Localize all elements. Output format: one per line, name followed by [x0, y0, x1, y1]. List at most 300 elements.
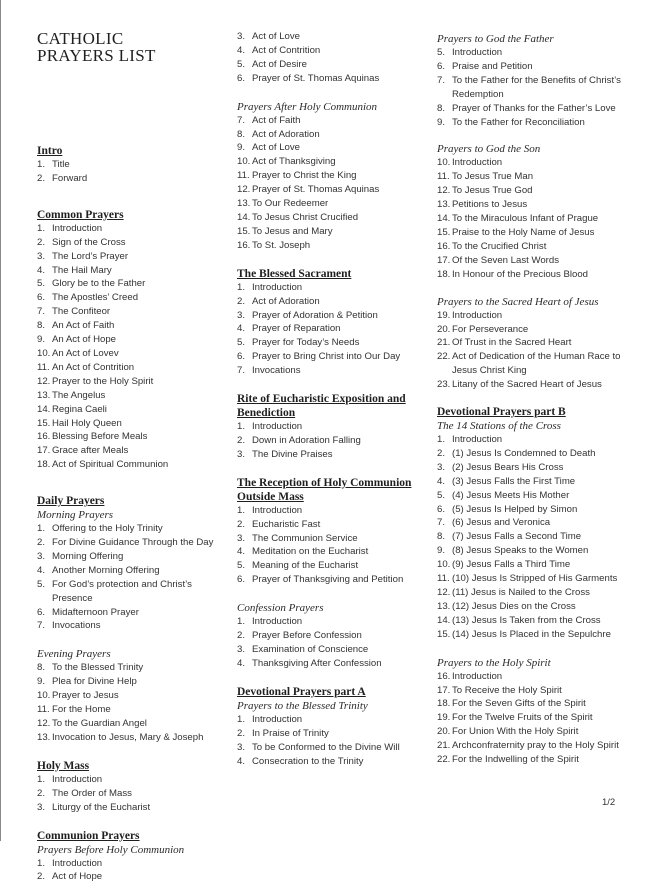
list-item — [237, 169, 427, 183]
item-label: Introduction — [252, 421, 303, 433]
item-label: Introduction — [452, 434, 503, 446]
item-label: Act of Contrition — [252, 44, 321, 56]
item-label: Act of Thanksgiving — [252, 156, 336, 168]
item-label: To St. Joseph — [252, 239, 311, 251]
item-number: 17. — [37, 445, 51, 457]
list-item — [437, 323, 647, 337]
item-label: The Order of Mass — [52, 787, 132, 799]
column-2 — [237, 0, 427, 768]
item-label: (13) Jesus Is Taken from the Cross — [452, 614, 601, 626]
item-number: 12. — [437, 185, 451, 197]
item-number: 14. — [37, 403, 51, 415]
item-number: 10. — [237, 156, 251, 168]
item-label: Eucharistic Fast — [252, 518, 321, 530]
item-number: 14. — [437, 213, 451, 225]
item-number: 6. — [237, 574, 246, 586]
list-item — [37, 403, 227, 417]
item-number: 13. — [237, 198, 251, 210]
item-label: For God’s protection and Christ’s Presence — [52, 578, 192, 604]
list-item — [437, 725, 647, 739]
item-label: Another Morning Offering — [52, 564, 160, 576]
item-number: 2. — [237, 630, 246, 642]
item-label: To the Crucified Christ — [452, 240, 547, 252]
title-line-2: PRAYERS LIST — [37, 46, 156, 65]
list-item — [237, 518, 427, 532]
list-item — [37, 717, 227, 731]
list-item — [37, 158, 227, 172]
item-number: 7. — [437, 517, 446, 529]
list-item — [237, 364, 427, 378]
list-item — [37, 606, 227, 620]
item-number: 20. — [437, 323, 451, 335]
item-number: 4. — [37, 264, 46, 276]
item-label: For the Home — [52, 704, 111, 716]
item-label: Prayer of Thanks for the Father’s Love — [452, 102, 616, 114]
item-number: 3. — [237, 532, 246, 544]
prayer-list — [237, 30, 427, 86]
item-label: The Divine Praises — [252, 448, 333, 460]
section-subheading: Prayers After Holy Communion — [237, 100, 378, 113]
list-item — [437, 475, 647, 489]
item-number: 1. — [37, 222, 46, 234]
list-item — [437, 614, 647, 628]
item-label: (11) Jesus is Nailed to the Cross — [452, 587, 590, 598]
list-item — [37, 870, 227, 884]
prayer-list — [37, 857, 227, 884]
section-subheading: Prayers to the Sacred Heart of Jesus — [437, 295, 599, 308]
list-item — [237, 420, 427, 434]
list-item — [237, 114, 427, 128]
item-number: 11. — [437, 573, 450, 585]
list-item — [437, 102, 647, 116]
item-number: 1. — [237, 421, 246, 433]
list-item — [237, 504, 427, 518]
item-number: 3. — [437, 461, 446, 473]
list-item — [437, 558, 647, 572]
list-item — [237, 322, 427, 336]
list-item — [237, 30, 427, 44]
item-number: 2. — [237, 295, 246, 307]
item-label: Forward — [52, 172, 88, 184]
item-number: 13. — [437, 199, 451, 211]
item-label: The Hail Mary — [52, 264, 112, 276]
section-the-blessed-sacrament — [237, 267, 427, 378]
item-label: Of Trust in the Sacred Heart — [452, 337, 572, 349]
item-number: 2. — [37, 236, 46, 248]
item-number: 16. — [437, 240, 451, 252]
item-label: Introduction — [452, 309, 503, 321]
item-number: 15. — [437, 628, 451, 640]
list-item — [37, 578, 227, 606]
list-item — [237, 559, 427, 573]
section-devotional-prayers-part-b — [437, 405, 647, 642]
section-heading: Common Prayers — [37, 208, 124, 221]
item-label: Thanksgiving After Confession — [252, 657, 382, 669]
list-item — [437, 739, 647, 753]
item-label: Prayer of Adoration & Petition — [252, 309, 378, 321]
list-item — [237, 197, 427, 211]
section-common-prayers — [37, 208, 227, 472]
item-number: 3. — [37, 250, 46, 262]
column-1-sections — [37, 144, 227, 884]
item-number: 2. — [437, 447, 446, 459]
item-label: The Confiteor — [52, 306, 111, 318]
prayer-list — [37, 222, 227, 472]
section-intro — [37, 144, 227, 186]
list-item — [437, 254, 647, 268]
item-number: 15. — [437, 226, 451, 238]
list-item — [37, 361, 227, 375]
item-label: Prayer of St. Thomas Aquinas — [252, 184, 380, 196]
item-number: 3. — [37, 550, 46, 562]
list-item — [437, 116, 647, 130]
item-label: Archconfraternity pray to the Holy Spirit — [452, 740, 619, 752]
item-label: (1) Jesus Is Condemned to Death — [452, 447, 596, 459]
item-number: 11. — [37, 361, 50, 373]
item-label: (9) Jesus Falls a Third Time — [452, 559, 571, 571]
section-heading: Communion Prayers — [37, 829, 140, 842]
section-subheading: Prayers to God the Son — [437, 143, 541, 156]
list-item — [437, 503, 647, 517]
item-number: 16. — [237, 239, 251, 251]
section-subheading: Morning Prayers — [37, 509, 114, 522]
list-item — [237, 225, 427, 239]
item-label: Introduction — [452, 47, 503, 58]
list-item — [237, 573, 427, 587]
list-item — [237, 755, 427, 769]
item-label: (7) Jesus Falls a Second Time — [452, 531, 582, 543]
item-label: Prayer to Jesus — [52, 690, 119, 702]
item-label: Meaning of the Eucharist — [252, 560, 359, 572]
section-holy-mass — [37, 759, 227, 815]
item-label: The Angelus — [52, 389, 106, 401]
item-number: 12. — [437, 587, 451, 598]
item-label: Blessing Before Meals — [52, 431, 148, 443]
column-2-sections — [237, 30, 427, 768]
list-item — [437, 336, 647, 350]
item-label: Prayer Before Confession — [252, 630, 362, 642]
section-devotional-prayers-part-a — [237, 685, 427, 769]
section-prayers-to-god-the-father — [437, 32, 647, 129]
item-number: 1. — [37, 773, 46, 785]
section-heading: Rite of Eucharistic Exposition and Benediction — [237, 393, 406, 420]
item-label: Introduction — [252, 616, 303, 628]
list-item — [37, 347, 227, 361]
list-item — [237, 741, 427, 755]
item-label: Liturgy of the Eucharist — [52, 801, 151, 813]
item-number: 9. — [37, 676, 46, 688]
list-item — [37, 522, 227, 536]
item-label: To Jesus and Mary — [252, 225, 333, 237]
item-label: Glory be to the Father — [52, 278, 146, 290]
list-item — [37, 458, 227, 472]
prayer-list — [37, 661, 227, 744]
prayer-list — [37, 522, 227, 633]
item-label: Sign of the Cross — [52, 236, 126, 248]
item-number: 2. — [237, 727, 246, 739]
item-label: Introduction — [52, 773, 103, 785]
list-item — [237, 44, 427, 58]
list-item — [237, 532, 427, 546]
item-number: 7. — [237, 365, 246, 377]
item-number: 15. — [37, 417, 51, 429]
item-label: (2) Jesus Bears His Cross — [452, 461, 564, 473]
list-item — [37, 305, 227, 319]
item-number: 1. — [437, 434, 446, 446]
item-label: To the Blessed Trinity — [52, 662, 144, 674]
list-item — [437, 156, 647, 170]
item-number: 3. — [237, 448, 246, 460]
list-item — [437, 198, 647, 212]
section-subheading: Prayers to the Blessed Trinity — [237, 699, 368, 712]
item-label: To the Miraculous Infant of Prague — [452, 213, 599, 225]
list-item — [37, 333, 227, 347]
item-number: 8. — [37, 662, 46, 674]
item-number: 1. — [37, 857, 46, 869]
list-item — [237, 643, 427, 657]
list-item — [237, 72, 427, 86]
item-label: Consecration to the Trinity — [252, 755, 364, 767]
item-number: 2. — [237, 518, 246, 530]
prayer-list — [237, 281, 427, 378]
prayer-list — [437, 670, 647, 767]
section-the-reception-of-holy-communion-outside-mass — [237, 476, 427, 587]
list-item — [237, 211, 427, 225]
item-label: To the Father for Reconciliation — [452, 116, 585, 128]
page-number: 1/2 — [602, 797, 616, 808]
list-item — [37, 619, 227, 633]
item-number: 3. — [237, 31, 246, 42]
section-subheading: Prayers to the Holy Spirit — [437, 656, 551, 669]
list-item — [437, 461, 647, 475]
prayer-list — [37, 158, 227, 186]
list-item — [37, 801, 227, 815]
list-item — [437, 753, 647, 767]
item-number: 11. — [37, 704, 50, 716]
item-label: Introduction — [252, 504, 303, 516]
item-number: 5. — [37, 578, 46, 590]
list-item — [437, 309, 647, 323]
list-item — [437, 697, 647, 711]
list-item — [437, 350, 647, 378]
item-number: 10. — [37, 690, 51, 702]
list-item — [37, 389, 227, 403]
item-label: Act of Adoration — [252, 128, 320, 140]
item-number: 3. — [37, 801, 46, 813]
item-label: (12) Jesus Dies on the Cross — [452, 600, 576, 612]
item-number: 2. — [37, 871, 46, 883]
prayer-list — [237, 420, 427, 462]
item-label: To Jesus Christ Crucified — [252, 211, 359, 223]
item-number: 12. — [237, 184, 251, 196]
section-subheading: Prayers Before Holy Communion — [37, 843, 185, 856]
item-label: To Receive the Holy Spirit — [452, 684, 562, 696]
item-label: Regina Caeli — [52, 403, 107, 415]
item-label: Act of Love — [252, 142, 300, 154]
section-confession-prayers — [237, 601, 427, 671]
item-number: 18. — [37, 459, 51, 471]
item-label: An Act of Faith — [52, 320, 115, 332]
list-item — [237, 295, 427, 309]
section-prayers-to-the-sacred-heart-of-jesus — [437, 295, 647, 392]
item-number: 6. — [37, 606, 46, 618]
item-number: 3. — [237, 741, 246, 753]
list-item — [237, 350, 427, 364]
section-prayers-after-holy-communion — [237, 100, 427, 253]
item-number: 17. — [437, 254, 451, 266]
list-item — [437, 530, 647, 544]
list-item — [437, 60, 647, 74]
item-label: Meditation on the Eucharist — [252, 546, 369, 558]
item-label: To Jesus True Man — [452, 171, 534, 183]
item-number: 5. — [37, 278, 46, 290]
item-label: Praise to the Holy Name of Jesus — [452, 226, 595, 238]
item-label: Act of Desire — [252, 58, 307, 70]
item-number: 11. — [437, 171, 450, 183]
item-label: Invocations — [252, 365, 301, 377]
item-label: In Honour of the Precious Blood — [452, 268, 588, 280]
list-item — [437, 628, 647, 642]
item-number: 1. — [237, 281, 246, 293]
item-number: 9. — [237, 142, 246, 154]
item-label: Act of Adoration — [252, 295, 320, 307]
item-label: Examination of Conscience — [252, 644, 369, 655]
list-item — [237, 434, 427, 448]
column-3-sections — [437, 32, 647, 767]
item-number: 4. — [237, 323, 246, 335]
item-number: 16. — [437, 670, 451, 682]
item-number: 9. — [437, 545, 446, 557]
item-label: An Act of Contrition — [52, 361, 135, 373]
list-item — [437, 600, 647, 614]
list-item — [37, 857, 227, 871]
item-label: (10) Jesus Is Stripped of His Garments — [452, 573, 618, 585]
list-item — [37, 291, 227, 305]
item-label: Morning Offering — [52, 550, 124, 562]
list-item — [437, 212, 647, 226]
item-number: 15. — [237, 225, 251, 237]
page-edge — [0, 0, 1, 841]
item-label: Down in Adoration Falling — [252, 434, 361, 446]
list-item — [237, 309, 427, 323]
item-label: To be Conformed to the Divine Will — [252, 741, 400, 753]
list-item — [437, 711, 647, 725]
item-number: 2. — [237, 434, 246, 446]
item-label: Petitions to Jesus — [452, 199, 528, 211]
item-number: 3. — [237, 309, 246, 321]
prayer-list — [437, 46, 647, 129]
item-number: 6. — [437, 503, 446, 515]
item-label: (5) Jesus Is Helped by Simon — [452, 503, 578, 515]
section-heading: Intro — [37, 145, 63, 157]
item-label: Introduction — [452, 670, 503, 682]
item-number: 2. — [37, 537, 46, 549]
list-item — [37, 277, 227, 291]
item-label: To the Guardian Angel — [52, 718, 147, 729]
section-heading: Devotional Prayers part A — [237, 685, 366, 698]
item-number: 6. — [437, 60, 446, 72]
section-daily-prayers — [37, 494, 227, 633]
item-label: Plea for Divine Help — [52, 676, 137, 688]
list-item — [437, 489, 647, 503]
list-item — [37, 787, 227, 801]
list-item — [437, 184, 647, 198]
item-number: 9. — [437, 116, 446, 128]
section-subheading: Prayers to God the Father — [437, 33, 554, 45]
item-number: 1. — [37, 523, 46, 535]
item-label: The Lord’s Prayer — [52, 250, 129, 262]
item-number: 7. — [437, 74, 446, 86]
list-item — [37, 236, 227, 250]
list-item — [237, 727, 427, 741]
item-number: 18. — [437, 268, 451, 280]
item-number: 5. — [237, 337, 246, 349]
item-label: Act of Hope — [52, 871, 103, 883]
item-number: 6. — [37, 292, 46, 304]
item-label: (8) Jesus Speaks to the Women — [452, 545, 589, 557]
item-label: An Act of Hope — [52, 334, 116, 346]
item-label: Act of Faith — [252, 114, 301, 126]
list-item — [37, 675, 227, 689]
list-item — [37, 375, 227, 389]
section-rite-of-eucharistic-exposition-and-benediction — [237, 392, 427, 462]
list-item — [37, 430, 227, 444]
list-item — [437, 170, 647, 184]
item-label: Praise and Petition — [452, 60, 533, 72]
list-item — [37, 319, 227, 333]
section-heading: The Blessed Sacrament — [237, 267, 352, 280]
list-item — [37, 689, 227, 703]
item-label: Introduction — [252, 713, 303, 725]
item-number: 16. — [37, 431, 51, 443]
list-item — [437, 74, 647, 102]
item-label: Of the Seven Last Words — [452, 254, 560, 266]
section-heading: Daily Prayers — [37, 495, 105, 508]
item-label: Introduction — [252, 281, 303, 293]
item-number: 22. — [437, 754, 451, 766]
list-item — [437, 378, 647, 392]
item-number: 1. — [237, 504, 246, 516]
item-label: Act of Spiritual Communion — [52, 459, 169, 471]
item-number: 4. — [37, 564, 46, 576]
section-subheading: The 14 Stations of the Cross — [437, 420, 561, 433]
section-prayers-to-the-holy-spirit — [437, 656, 647, 767]
list-item — [437, 268, 647, 282]
item-number: 10. — [437, 157, 451, 169]
list-item — [237, 141, 427, 155]
item-label: Introduction — [52, 857, 103, 869]
list-item — [437, 684, 647, 698]
item-label: For the Seven Gifts of the Spirit — [452, 698, 586, 710]
item-number: 21. — [437, 740, 451, 752]
item-number: 13. — [37, 389, 51, 401]
item-label: Prayer to Christ the King — [252, 170, 357, 182]
item-number: 8. — [437, 531, 446, 543]
item-label: For the Indwelling of the Spirit — [452, 754, 579, 766]
list-item — [237, 183, 427, 197]
item-number: 19. — [437, 712, 451, 724]
list-item — [237, 615, 427, 629]
section-evening-prayers — [37, 647, 227, 744]
item-number: 13. — [37, 731, 51, 743]
item-label: Grace after Meals — [52, 445, 129, 457]
list-item — [37, 536, 227, 550]
item-number: 4. — [237, 657, 246, 669]
item-label: Introduction — [52, 222, 103, 234]
item-label: For the Twelve Fruits of the Spirit — [452, 712, 593, 724]
item-label: An Act of Lovev — [52, 347, 119, 359]
item-number: 1. — [237, 616, 246, 628]
